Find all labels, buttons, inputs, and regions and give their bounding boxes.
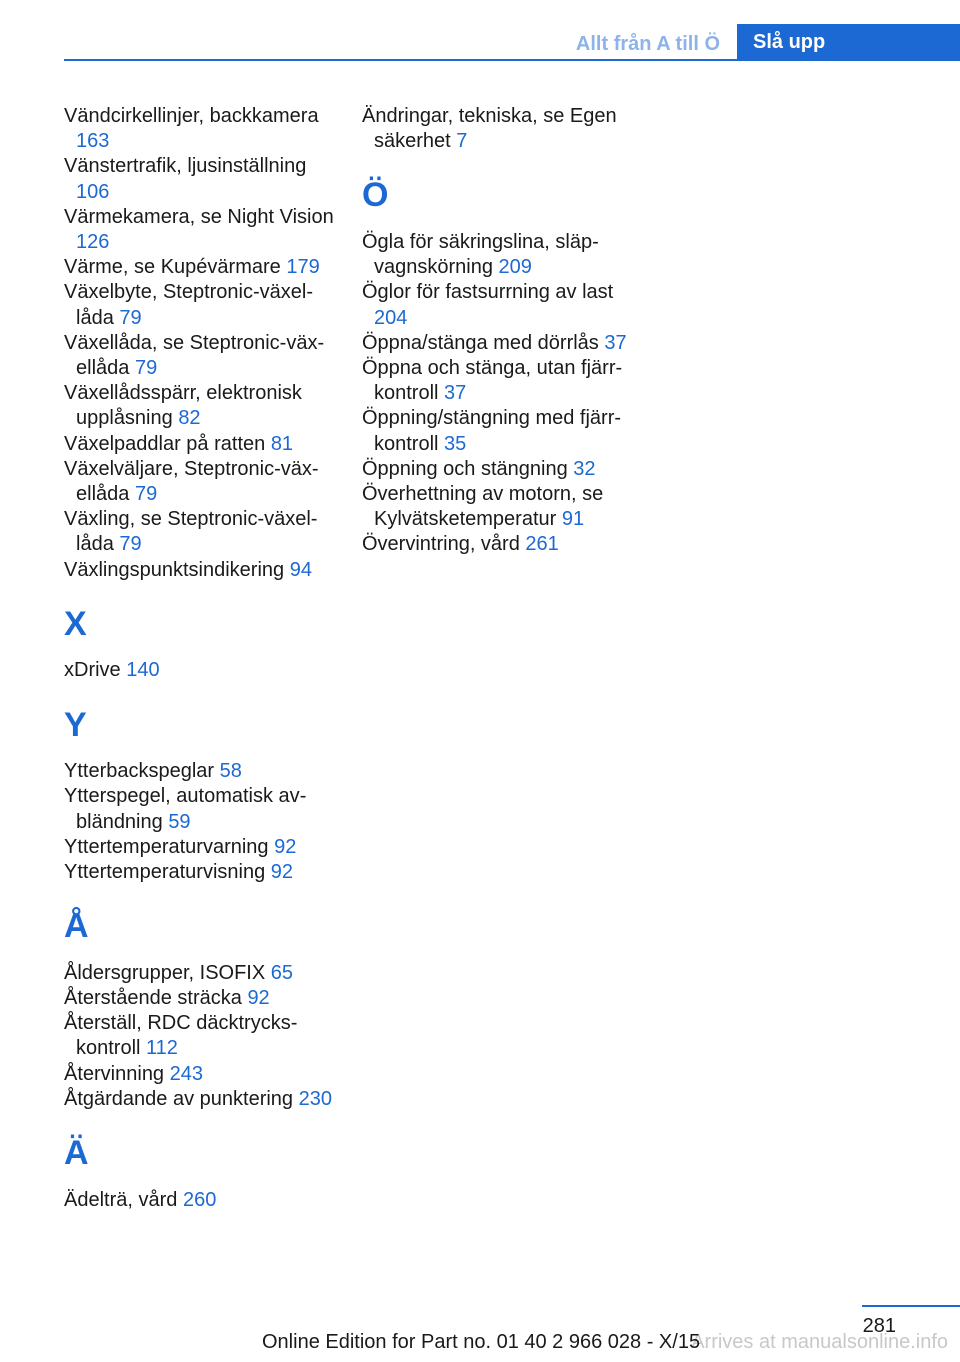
- page-link[interactable]: 261: [525, 533, 559, 556]
- index-entry: [64, 961, 334, 986]
- section-letter: Ö: [362, 176, 389, 215]
- index-entry: [64, 104, 334, 154]
- index-entry-text: Öppna/stänga med dörrlås: [362, 331, 599, 354]
- index-entry-text: Växling, se Steptronic-växellåda: [64, 508, 318, 556]
- page-link[interactable]: 82: [178, 407, 201, 430]
- index-entry: [362, 230, 632, 280]
- page-link[interactable]: 65: [270, 961, 294, 984]
- index-entry: [64, 784, 334, 834]
- footer-divider: [862, 1305, 960, 1307]
- page-link[interactable]: 79: [134, 483, 158, 506]
- index-entry-text: Ytterspegel, automatisk avbländning: [64, 785, 307, 833]
- index-entry-text: Ändringar, tekniska, se Egen säkerhet: [362, 105, 617, 153]
- index-entry: [362, 457, 632, 482]
- index-entry-text: xDrive: [64, 659, 121, 682]
- page-link[interactable]: 81: [270, 432, 294, 455]
- index-entry: [64, 835, 334, 860]
- page-link[interactable]: 7: [456, 130, 468, 153]
- index-entry-text: Ytterbackspeglar: [64, 760, 215, 783]
- page-link[interactable]: 260: [182, 1188, 217, 1211]
- index-entry: [64, 255, 334, 280]
- header-divider: [64, 59, 960, 61]
- page-link[interactable]: 243: [169, 1062, 203, 1085]
- index-entry-text: Växelväljare, Steptronic-växellåda: [64, 457, 319, 506]
- page-link[interactable]: 230: [298, 1087, 332, 1110]
- section-letter: Ä: [64, 1134, 89, 1173]
- page-link[interactable]: 204: [374, 306, 408, 329]
- page-link[interactable]: 37: [444, 382, 467, 405]
- index-entry-text: Värme, se Kupévärmare: [64, 256, 281, 279]
- index-column-right: [362, 104, 632, 558]
- index-entry: [64, 432, 334, 457]
- index-entry-text: Växellådsspärr, elektronisk upplåsning: [64, 382, 302, 430]
- page-link[interactable]: 79: [134, 357, 158, 380]
- watermark-text: Arrives at manualsonline.info: [691, 1331, 948, 1353]
- index-entry-text: Öglor för fastsurrning av last: [362, 281, 614, 304]
- index-entry: [64, 205, 334, 255]
- index-entry: [64, 507, 334, 557]
- index-entry: [64, 381, 334, 431]
- index-entry-text: Växlingspunktsindikering: [64, 558, 285, 581]
- index-entry: [362, 280, 632, 330]
- index-entry: [64, 280, 334, 330]
- edition-text: Online Edition for Part no. 01 40 2 966 028 - X/15: [262, 1331, 701, 1353]
- index-entry-text: Värmekamera, se Night Vision: [64, 205, 334, 228]
- page-link[interactable]: 94: [289, 558, 312, 581]
- page-link[interactable]: 209: [498, 256, 532, 279]
- index-entry: [64, 331, 334, 381]
- page-header: [0, 0, 960, 64]
- index-entry-text: Växelpaddlar på ratten: [64, 432, 266, 455]
- index-entry-text: Återstående sträcka: [64, 987, 242, 1010]
- page-link[interactable]: 179: [286, 256, 320, 279]
- index-entry: [64, 759, 334, 784]
- index-entry-text: Åtgärdande av punktering: [64, 1087, 294, 1110]
- index-entry-text: Återvinning: [64, 1062, 165, 1085]
- page-link[interactable]: 35: [444, 432, 467, 455]
- index-entry: [64, 1011, 334, 1061]
- index-entry: [64, 154, 334, 204]
- index-entry-text: Växelbyte, Steptronic-växellåda: [64, 281, 314, 329]
- index-entry: [64, 1062, 334, 1087]
- page-link[interactable]: 106: [76, 180, 110, 203]
- index-entry-text: Ögla för säkringslina, släpvagnskörning: [362, 231, 599, 279]
- index-entry-text: Övervintring, vård: [362, 533, 520, 556]
- breadcrumb-link[interactable]: Allt från A till Ö: [575, 33, 720, 55]
- page-link[interactable]: 79: [119, 306, 142, 329]
- index-entry: [64, 457, 334, 507]
- page-number: 281: [862, 1315, 896, 1337]
- index-entry: [64, 558, 334, 583]
- page-link[interactable]: 92: [247, 987, 270, 1010]
- index-entry-text: Vändcirkellinjer, backkamera: [64, 105, 319, 127]
- index-entry-text: Öppning/stängning med fjärrkontroll: [362, 407, 622, 455]
- lookup-tab[interactable]: Slå upp: [737, 24, 960, 61]
- index-entry: [64, 1087, 334, 1112]
- page-link[interactable]: 59: [168, 810, 191, 833]
- index-entry-text: Åldersgrupper, ISOFIX: [64, 961, 266, 984]
- index-entry-text: Överhettning av motorn, se Kylvätsketemperatur: [362, 483, 604, 531]
- index-column-left: [64, 104, 334, 1213]
- page-link[interactable]: 126: [76, 231, 110, 254]
- index-entry-text: Yttertemperaturvisning: [64, 861, 266, 884]
- section-letter: X: [64, 604, 87, 643]
- page-link[interactable]: 37: [604, 331, 627, 354]
- index-entry-text: Öppning och stängning: [362, 457, 568, 480]
- index-entry: [64, 1188, 334, 1213]
- page-link[interactable]: 32: [573, 457, 596, 480]
- index-entry-text: Ädelträ, vård: [64, 1188, 178, 1211]
- index-entry-text: Växellåda, se Steptronic-växellåda: [64, 331, 325, 380]
- index-entry: [362, 104, 632, 154]
- index-entry-text: Återställ, RDC däcktryckskontroll: [64, 1012, 298, 1060]
- page-link[interactable]: 58: [219, 760, 242, 783]
- page-link[interactable]: 91: [561, 508, 585, 531]
- index-entry: [64, 986, 334, 1011]
- page-link[interactable]: 112: [146, 1037, 178, 1060]
- index-entry: [64, 860, 334, 885]
- section-letter: Å: [64, 907, 89, 946]
- index-entry: [64, 658, 334, 683]
- page-link[interactable]: 92: [270, 861, 294, 884]
- index-entry: [362, 406, 632, 456]
- index-entry-text: Öppna och stänga, utan fjärrkontroll: [362, 357, 623, 405]
- section-letter: Y: [64, 705, 87, 744]
- index-entry: [362, 331, 632, 356]
- index-entry-text: Vänstertrafik, ljusinställning: [64, 155, 307, 178]
- index-entry: [362, 482, 632, 532]
- index-entry-text: Yttertemperaturvarning: [64, 835, 269, 858]
- index-entry: [362, 532, 632, 557]
- page-link[interactable]: 163: [76, 130, 110, 153]
- page-link[interactable]: 79: [119, 533, 142, 556]
- page-link[interactable]: 140: [126, 659, 160, 682]
- index-entry: [362, 356, 632, 406]
- page-link[interactable]: 92: [274, 835, 297, 858]
